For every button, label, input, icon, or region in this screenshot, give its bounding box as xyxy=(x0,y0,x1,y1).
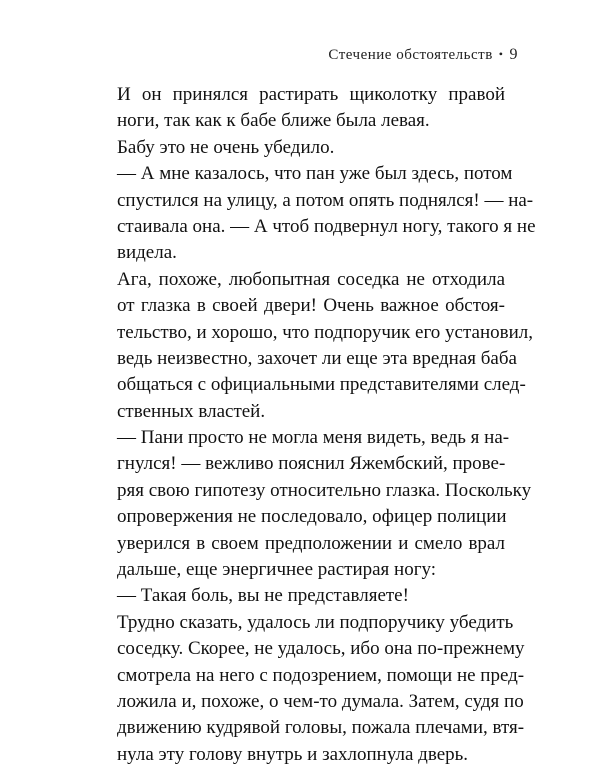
paragraph xyxy=(117,610,525,768)
text-line: видела. xyxy=(117,242,177,264)
paragraph xyxy=(117,425,532,583)
text-line: от глазка в своей двери! Очень важное обстоя- xyxy=(117,295,505,317)
paragraph xyxy=(117,82,505,135)
text-line: ственных властей. xyxy=(117,400,266,422)
running-header xyxy=(328,46,518,64)
text-line: нула эту голову внутрь и захлопнула дверь. xyxy=(117,743,469,765)
paragraph xyxy=(117,267,533,425)
text-line: — Такая боль, вы не представляете! xyxy=(117,585,409,607)
text-line: смотрела на него с подозрением, помощи не пред- xyxy=(117,664,525,686)
text-line: стаивала она. — А чтоб подвернул ногу, такого я не xyxy=(117,215,536,237)
page-number: 9 xyxy=(509,46,518,63)
text-line: И он принялся растирать щиколотку правой xyxy=(117,84,505,105)
chapter-title: Стечение обстоятельств xyxy=(328,47,493,63)
text-line: соседку. Скорее, не удалось, ибо она по-прежнему xyxy=(117,638,525,660)
text-line: ряя свою гипотезу относительно глазка. Поскольку xyxy=(117,479,532,501)
header-separator: • xyxy=(498,47,504,61)
text-line: уверился в своем предположении и смело врал xyxy=(117,532,505,554)
text-line: общаться с официальными представителями след- xyxy=(117,374,526,396)
text-line: ноги, так как к бабе ближе была левая. xyxy=(117,110,430,132)
paragraph xyxy=(117,161,536,267)
text-line: Трудно сказать, удалось ли подпоручику убедить xyxy=(117,611,514,633)
text-line: гнулся! — вежливо пояснил Яжембский, прове- xyxy=(117,453,506,475)
text-line: движению кудрявой головы, пожала плечами, втя- xyxy=(117,717,525,739)
text-line: дальше, еще энергичнее растирая ногу: xyxy=(117,559,437,581)
text-line: ведь неизвестно, захочет ли еще эта вредная баба xyxy=(117,347,517,369)
text-line: Бабу это не очень убедило. xyxy=(117,136,335,158)
text-line: спустился на улицу, а потом опять поднялся! — на- xyxy=(117,189,534,211)
text-line: — Пани просто не могла меня видеть, ведь я на- xyxy=(117,427,510,449)
text-line: — А мне казалось, что пан уже был здесь, потом xyxy=(117,163,513,185)
text-line: тельство, и хорошо, что подпоручик его установил, xyxy=(117,321,533,343)
text-line: ложила и, похоже, о чем-то думала. Затем, судя по xyxy=(117,690,524,712)
paragraph xyxy=(117,583,505,609)
text-line: Ага, похоже, любопытная соседка не отходила xyxy=(117,268,505,290)
text-line: опровержения не последовало, офицер полиции xyxy=(117,506,507,528)
paragraph xyxy=(117,135,505,161)
body-text xyxy=(117,82,536,768)
